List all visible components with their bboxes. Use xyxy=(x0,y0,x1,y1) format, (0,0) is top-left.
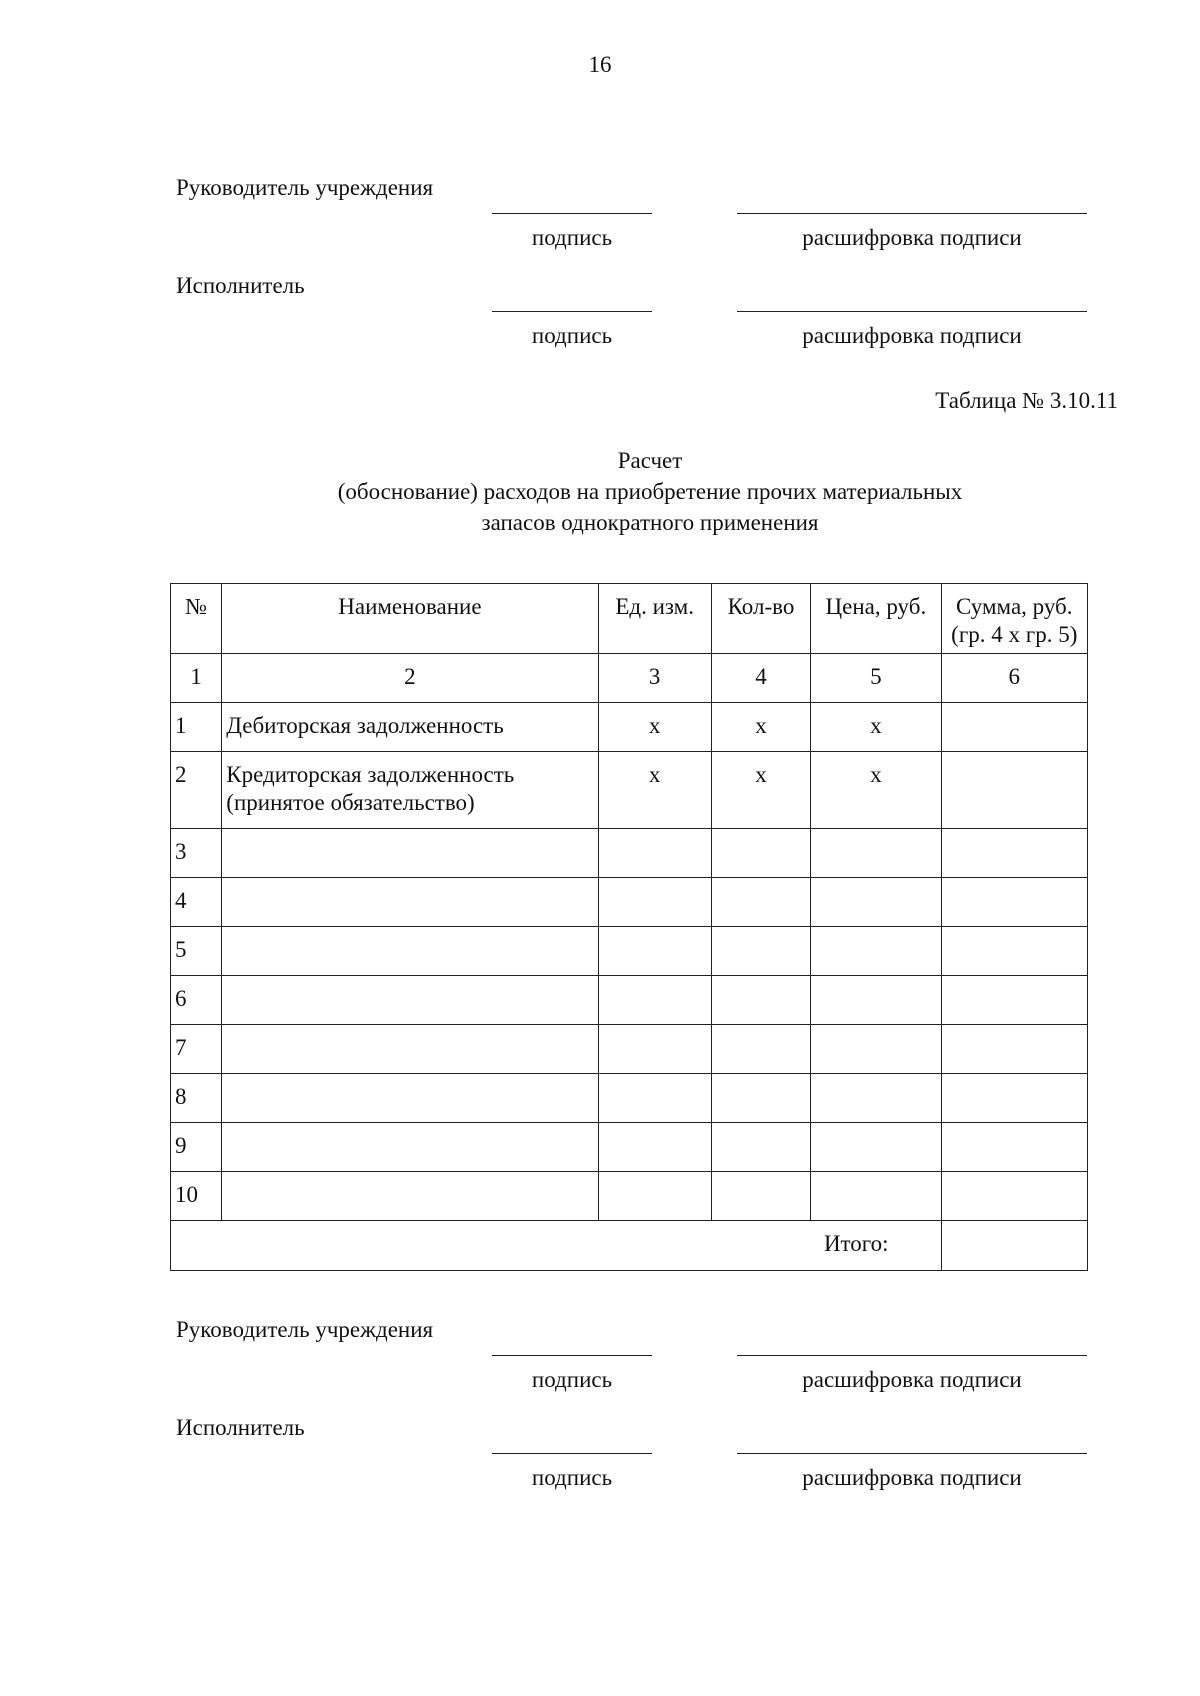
row-number: 5 xyxy=(171,927,222,976)
signature-role-head: Руководитель учреждения xyxy=(176,175,434,200)
table-row xyxy=(171,829,1088,878)
row-number: 4 xyxy=(171,878,222,927)
row-unit[interactable] xyxy=(598,927,711,976)
header-sum xyxy=(941,584,1087,654)
row-quantity[interactable]: х xyxy=(711,752,810,829)
row-price[interactable]: х xyxy=(811,752,941,829)
row-price[interactable] xyxy=(811,1074,941,1123)
row-name[interactable]: Дебиторская задолженность xyxy=(222,703,598,752)
total-label: Итого: xyxy=(171,1221,942,1271)
signature-line[interactable] xyxy=(492,1453,652,1454)
row-number: 6 xyxy=(171,976,222,1025)
row-name[interactable] xyxy=(222,1123,598,1172)
title-line: Расчет xyxy=(617,448,683,473)
signature-line[interactable] xyxy=(492,213,652,214)
header-unit: Ед. изм. xyxy=(598,584,711,654)
total-value[interactable] xyxy=(941,1221,1087,1271)
row-name[interactable] xyxy=(222,976,598,1025)
row-price[interactable] xyxy=(811,829,941,878)
row-sum[interactable] xyxy=(941,829,1087,878)
row-sum[interactable] xyxy=(941,752,1087,829)
header-price: Цена, руб. xyxy=(811,584,941,654)
signature-role-head: Руководитель учреждения xyxy=(176,1317,434,1342)
total-row xyxy=(171,1221,1088,1271)
row-sum[interactable] xyxy=(941,703,1087,752)
row-sum[interactable] xyxy=(941,1025,1087,1074)
header-sum-line2: (гр. 4 х гр. 5) xyxy=(951,622,1078,647)
signature-role-executor: Исполнитель xyxy=(176,273,305,298)
row-number: 3 xyxy=(171,829,222,878)
row-unit[interactable] xyxy=(598,1025,711,1074)
row-quantity[interactable] xyxy=(711,927,810,976)
row-sum[interactable] xyxy=(941,878,1087,927)
column-index: 5 xyxy=(811,654,941,703)
row-unit[interactable] xyxy=(598,829,711,878)
signature-caption: подпись xyxy=(531,225,613,250)
table-row xyxy=(171,878,1088,927)
signature-caption: подпись xyxy=(531,1465,613,1490)
table-row xyxy=(171,752,1088,829)
row-number: 10 xyxy=(171,1172,222,1221)
column-index: 1 xyxy=(171,654,222,703)
row-name-line1: Кредиторская задолженность xyxy=(226,762,515,787)
row-price[interactable] xyxy=(811,927,941,976)
signature-decode-caption: расшифровка подписи xyxy=(802,1465,1022,1490)
row-name[interactable] xyxy=(222,1025,598,1074)
row-quantity[interactable] xyxy=(711,829,810,878)
row-price[interactable] xyxy=(811,878,941,927)
signature-decode-line[interactable] xyxy=(737,1453,1087,1454)
signature-role-executor: Исполнитель xyxy=(176,1415,305,1440)
row-name-line2: (принятое обязательство) xyxy=(226,790,475,815)
signature-decode-line[interactable] xyxy=(737,213,1087,214)
row-price[interactable] xyxy=(811,1172,941,1221)
row-number: 1 xyxy=(171,703,222,752)
row-number: 8 xyxy=(171,1074,222,1123)
row-unit[interactable] xyxy=(598,1123,711,1172)
signature-line[interactable] xyxy=(492,311,652,312)
row-unit[interactable] xyxy=(598,976,711,1025)
row-price[interactable] xyxy=(811,1025,941,1074)
row-name[interactable] xyxy=(222,878,598,927)
page-number: 16 xyxy=(588,52,612,77)
header-quantity: Кол-во xyxy=(711,584,810,654)
table-row xyxy=(171,1074,1088,1123)
row-sum[interactable] xyxy=(941,976,1087,1025)
table-number: Таблица № 3.10.11 xyxy=(935,388,1118,413)
row-number: 2 xyxy=(171,752,222,829)
row-sum[interactable] xyxy=(941,927,1087,976)
table-row xyxy=(171,976,1088,1025)
column-index: 6 xyxy=(941,654,1087,703)
column-index: 4 xyxy=(711,654,810,703)
calculation-table xyxy=(170,583,1088,1271)
table-row xyxy=(171,1172,1088,1221)
row-price[interactable] xyxy=(811,976,941,1025)
row-quantity[interactable] xyxy=(711,1074,810,1123)
row-name[interactable] xyxy=(222,829,598,878)
column-index-row xyxy=(171,654,1088,703)
signature-decode-line[interactable] xyxy=(737,311,1087,312)
row-name[interactable] xyxy=(222,927,598,976)
table-row xyxy=(171,1123,1088,1172)
header-number: № xyxy=(171,584,222,654)
row-quantity[interactable] xyxy=(711,1123,810,1172)
title-line: (обоснование) расходов на приобретение прочих материальных xyxy=(337,479,963,504)
row-unit[interactable] xyxy=(598,1172,711,1221)
column-index: 3 xyxy=(598,654,711,703)
row-unit[interactable]: х xyxy=(598,752,711,829)
row-number: 9 xyxy=(171,1123,222,1172)
row-unit[interactable]: х xyxy=(598,703,711,752)
table-row xyxy=(171,927,1088,976)
row-quantity[interactable] xyxy=(711,1025,810,1074)
header-sum-line1: Сумма, руб. xyxy=(956,594,1073,619)
title-line: запасов однократного применения xyxy=(481,510,819,535)
header-name: Наименование xyxy=(222,584,598,654)
signature-caption: подпись xyxy=(531,323,613,348)
row-name[interactable] xyxy=(222,1172,598,1221)
signature-caption: подпись xyxy=(531,1367,613,1392)
signature-decode-caption: расшифровка подписи xyxy=(802,225,1022,250)
row-sum[interactable] xyxy=(941,1172,1087,1221)
document-title xyxy=(0,445,1200,538)
row-name[interactable] xyxy=(222,1074,598,1123)
signature-decode-line[interactable] xyxy=(737,1355,1087,1356)
table-row xyxy=(171,1025,1088,1074)
row-price[interactable]: х xyxy=(811,703,941,752)
row-quantity[interactable] xyxy=(711,878,810,927)
row-sum[interactable] xyxy=(941,1123,1087,1172)
row-quantity[interactable] xyxy=(711,1172,810,1221)
row-number: 7 xyxy=(171,1025,222,1074)
table-row xyxy=(171,703,1088,752)
row-unit[interactable] xyxy=(598,1074,711,1123)
signature-line[interactable] xyxy=(492,1355,652,1356)
row-sum[interactable] xyxy=(941,1074,1087,1123)
signature-decode-caption: расшифровка подписи xyxy=(802,1367,1022,1392)
row-name[interactable] xyxy=(222,752,598,829)
table-header-row xyxy=(171,584,1088,654)
column-index: 2 xyxy=(222,654,598,703)
signature-decode-caption: расшифровка подписи xyxy=(802,323,1022,348)
row-unit[interactable] xyxy=(598,878,711,927)
row-quantity[interactable] xyxy=(711,976,810,1025)
row-price[interactable] xyxy=(811,1123,941,1172)
row-quantity[interactable]: х xyxy=(711,703,810,752)
